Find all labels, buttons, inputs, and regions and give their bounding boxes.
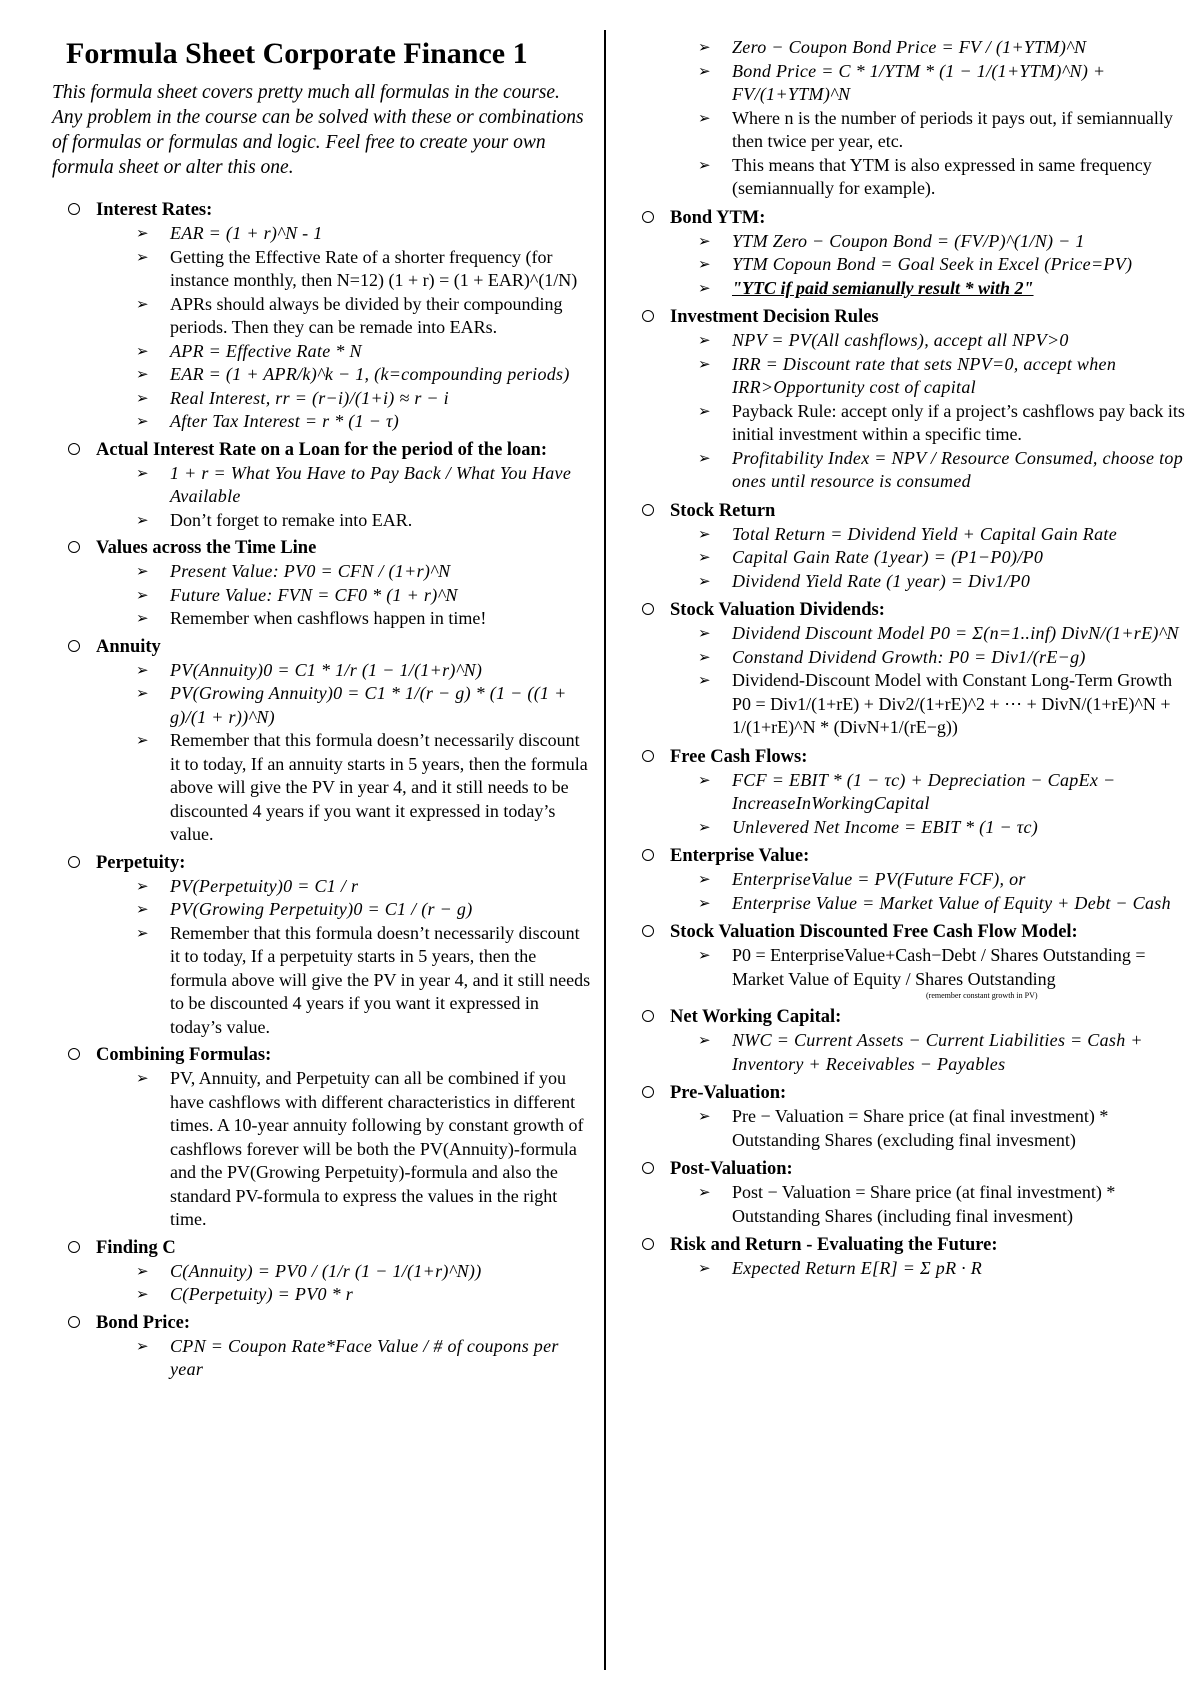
- bullet-list: [626, 1181, 1186, 1228]
- list-item-text: IRR = Discount rate that sets NPV=0, accept when IRR>Opportunity cost of capital: [732, 353, 1117, 397]
- arrow-bullet-icon: ➢: [698, 1183, 711, 1201]
- section-right-9: [626, 1081, 1186, 1152]
- list-item: [626, 944, 1186, 991]
- list-item-text: YTM Copoun Bond = Goal Seek in Excel (Price=PV): [732, 254, 1133, 274]
- list-item: [626, 523, 1186, 547]
- list-item: [52, 1260, 592, 1284]
- list-item-text: Enterprise Value = Market Value of Equity + Debt − Cash: [732, 892, 1171, 913]
- list-item: [626, 769, 1186, 816]
- list-item-text: Dividend Yield Rate (1 year) = Div1/P0: [732, 570, 1031, 591]
- arrow-bullet-icon: ➢: [698, 38, 711, 56]
- arrow-bullet-icon: ➢: [136, 609, 149, 627]
- section-heading: [626, 920, 1186, 944]
- section-left-2: [52, 536, 592, 631]
- section-heading: [52, 536, 592, 560]
- section-heading: [626, 598, 1186, 622]
- bullet-list: [52, 222, 592, 434]
- section-right-3: [626, 499, 1186, 594]
- section-heading-text: Stock Return: [670, 500, 776, 521]
- arrow-bullet-icon: ➢: [136, 562, 149, 580]
- section-heading: [626, 1157, 1186, 1181]
- list-item: [626, 253, 1186, 277]
- section-heading-text: Values across the Time Line: [96, 538, 317, 558]
- list-item-text: PV(Perpetuity)0 = C1 / r: [170, 875, 359, 896]
- list-item-text: CPN = Coupon Rate*Face Value / # of coupons per year: [170, 1335, 559, 1379]
- list-item-text: Bond Price = C * 1/YTM * (1 − 1/(1+YTM)^N) + FV/(1+YTM)^N: [732, 60, 1106, 104]
- list-item: [626, 546, 1186, 570]
- list-item: [626, 230, 1186, 254]
- section-heading: [52, 635, 592, 659]
- list-item: [626, 329, 1186, 353]
- bullet-list: [626, 1029, 1186, 1076]
- bullet-list: [626, 868, 1186, 915]
- section-heading-text: Net Working Capital:: [670, 1007, 842, 1027]
- list-item: [52, 1335, 592, 1382]
- list-item: [52, 922, 592, 1040]
- arrow-bullet-icon: ➢: [136, 1069, 149, 1087]
- bullet-list: [626, 36, 1186, 201]
- circle-bullet-icon: [642, 925, 654, 937]
- list-item-text: C(Perpetuity) = PV0 * r: [170, 1284, 354, 1304]
- section-left-3: [52, 635, 592, 847]
- arrow-bullet-icon: ➢: [136, 412, 149, 430]
- list-item-text: Getting the Effective Rate of a shorter frequency (for instance monthly, then N=12) (1 + r) = (1 + EAR)^(1/N): [170, 246, 578, 290]
- circle-bullet-icon: [642, 1238, 654, 1250]
- list-item-text: Dividend Discount Model P0 = Σ(n=1..inf) DivN/(1+rE)^N: [732, 623, 1179, 643]
- left-column: [52, 34, 592, 1386]
- list-item: [626, 892, 1186, 916]
- list-item-text: APRs should always be divided by their compounding periods. Then they can be remade into EARs.: [170, 293, 563, 337]
- arrow-bullet-icon: ➢: [136, 684, 149, 702]
- arrow-bullet-icon: ➢: [136, 247, 149, 266]
- list-item: [626, 36, 1186, 60]
- arrow-bullet-icon: ➢: [136, 388, 149, 407]
- arrow-bullet-icon: ➢: [136, 510, 149, 529]
- list-item: [626, 1029, 1186, 1076]
- list-item-text: Dividend-Discount Model with Constant Long-Term Growth P0 = Div1/(1+rE) + Div2/(1+rE)^2 + ⋯ + DivN/(1+rE)^N + 1/(1+rE)^N * (DivN+1/(rE−g)): [732, 670, 1173, 737]
- list-item-text: EAR = (1 + r)^N - 1: [170, 223, 323, 243]
- circle-bullet-icon: [642, 1010, 654, 1022]
- list-item: [626, 570, 1186, 594]
- list-item: [52, 659, 592, 683]
- arrow-bullet-icon: ➢: [698, 1259, 711, 1277]
- section-heading: [626, 206, 1186, 230]
- circle-bullet-icon: [642, 504, 654, 516]
- list-item: [52, 410, 592, 434]
- bullet-list: [626, 1105, 1186, 1152]
- circle-bullet-icon: [68, 443, 80, 455]
- arrow-bullet-icon: ➢: [698, 624, 711, 642]
- section-heading: [626, 745, 1186, 769]
- section-heading: [52, 198, 592, 222]
- arrow-bullet-icon: ➢: [136, 900, 149, 918]
- bullet-list: [626, 769, 1186, 840]
- section-heading-text: Pre-Valuation:: [670, 1083, 787, 1103]
- section-left-0: [52, 198, 592, 434]
- list-item-text: PV(Growing Annuity)0 = C1 * 1/(r − g) * (1 − ((1 + g)/(1 + r))^N): [170, 683, 567, 727]
- section-heading-text: Enterprise Value:: [670, 846, 810, 866]
- list-item: [52, 682, 592, 729]
- section-heading-text: Finding C: [96, 1237, 176, 1258]
- circle-bullet-icon: [68, 1048, 80, 1060]
- list-item-text: Pre − Valuation = Share price (at final investment) * Outstanding Shares (excluding final invesment): [732, 1106, 1109, 1150]
- section-heading: [52, 1311, 592, 1335]
- bullet-list: [52, 1260, 592, 1307]
- list-item: [626, 669, 1186, 740]
- bullet-list: [626, 230, 1186, 301]
- section-right-2: [626, 305, 1186, 494]
- section-heading-text: Stock Valuation Discounted Free Cash Flow Model:: [670, 922, 1078, 942]
- circle-bullet-icon: [68, 856, 80, 868]
- list-item-text: Total Return = Dividend Yield + Capital Gain Rate: [732, 523, 1117, 544]
- section-right-4: [626, 598, 1186, 740]
- circle-bullet-icon: [642, 849, 654, 861]
- list-item: [626, 107, 1186, 154]
- arrow-bullet-icon: ➢: [136, 1261, 149, 1280]
- column-divider: [604, 30, 606, 1670]
- section-heading-text: Risk and Return - Evaluating the Future:: [670, 1235, 998, 1255]
- arrow-bullet-icon: ➢: [136, 1285, 149, 1303]
- bullet-list: [626, 622, 1186, 740]
- arrow-bullet-icon: ➢: [698, 448, 711, 467]
- section-left-5: [52, 1043, 592, 1232]
- section-heading-text: Actual Interest Rate on a Loan for the period of the loan:: [96, 439, 547, 460]
- list-item-text: Unlevered Net Income = EBIT * (1 − τc): [732, 816, 1039, 837]
- arrow-bullet-icon: ➢: [698, 255, 711, 273]
- list-item: [626, 400, 1186, 447]
- section-heading: [626, 1233, 1186, 1257]
- section-heading-text: Perpetuity:: [96, 852, 186, 873]
- circle-bullet-icon: [68, 541, 80, 553]
- list-item: [52, 607, 592, 631]
- list-item-text: Remember that this formula doesn’t necessarily discount it to today, If a perpetuity starts in 5 years, then the formula above will give the PV in year 4, and it still needs to be discounted 4 years if you want it expressed in today’s value.: [170, 922, 591, 1037]
- section-right-1: [626, 206, 1186, 301]
- section-heading: [52, 438, 592, 462]
- section-left-7: [52, 1311, 592, 1382]
- list-item: [52, 293, 592, 340]
- circle-bullet-icon: [68, 1241, 80, 1253]
- arrow-bullet-icon: ➢: [136, 876, 149, 895]
- section-right-8: [626, 1005, 1186, 1076]
- list-item: [626, 622, 1186, 646]
- list-item: [52, 387, 592, 411]
- bullet-list: [52, 560, 592, 631]
- list-item: [52, 584, 592, 608]
- section-heading: [52, 851, 592, 875]
- remember-note: (remember constant growth in PV): [926, 991, 1038, 1000]
- arrow-bullet-icon: ➢: [698, 893, 711, 912]
- arrow-bullet-icon: ➢: [136, 1336, 149, 1355]
- bullet-list: [626, 944, 1186, 991]
- bullet-list: [626, 329, 1186, 494]
- section-heading-text: Bond Price:: [96, 1312, 191, 1333]
- arrow-bullet-icon: ➢: [698, 278, 711, 297]
- list-item-text: Profitability Index = NPV / Resource Consumed, choose top ones until resource is consumed: [732, 447, 1184, 491]
- list-item: [626, 868, 1186, 892]
- section-right-0: [626, 36, 1186, 201]
- arrow-bullet-icon: ➢: [136, 224, 149, 242]
- circle-bullet-icon: [642, 310, 654, 322]
- arrow-bullet-icon: ➢: [698, 548, 711, 566]
- section-left-4: [52, 851, 592, 1040]
- list-item: [52, 222, 592, 246]
- section-right-11: [626, 1233, 1186, 1281]
- list-item-text: Constand Dividend Growth: P0 = Div1/(rE−g): [732, 646, 1086, 667]
- arrow-bullet-icon: ➢: [698, 1107, 711, 1125]
- section-heading-text: Bond YTM:: [670, 207, 766, 228]
- section-heading-text: Free Cash Flows:: [670, 746, 808, 767]
- list-item: [626, 277, 1186, 301]
- bullet-list: [52, 1335, 592, 1382]
- intro-paragraph: This formula sheet covers pretty much all formulas in the course. Any problem in the course can be solved with these or combinations of formulas or formulas and logic. Feel free to create your own formula sheet or alter this one.: [52, 82, 584, 178]
- list-item: [626, 816, 1186, 840]
- list-item: [626, 646, 1186, 670]
- list-item: [626, 60, 1186, 107]
- list-item-text: PV(Annuity)0 = C1 * 1/r (1 − 1/(1+r)^N): [170, 659, 483, 680]
- list-item-text: PV(Growing Perpetuity)0 = C1 / (r − g): [170, 899, 473, 919]
- circle-bullet-icon: [68, 640, 80, 652]
- page-title: Formula Sheet Corporate Finance 1: [66, 37, 528, 70]
- list-item: [626, 1257, 1186, 1281]
- section-heading-text: Investment Decision Rules: [670, 307, 879, 327]
- arrow-bullet-icon: ➢: [698, 946, 711, 964]
- arrow-bullet-icon: ➢: [698, 354, 711, 373]
- section-heading-text: Interest Rates:: [96, 200, 213, 220]
- arrow-bullet-icon: ➢: [698, 108, 711, 127]
- circle-bullet-icon: [642, 1162, 654, 1174]
- arrow-bullet-icon: ➢: [136, 341, 149, 360]
- list-item-text: Future Value: FVN = CF0 * (1 + r)^N: [170, 584, 458, 605]
- list-item-text: NPV = PV(All cashflows), accept all NPV>0: [732, 330, 1069, 350]
- arrow-bullet-icon: ➢: [136, 585, 149, 604]
- arrow-bullet-icon: ➢: [698, 571, 711, 590]
- section-heading: [626, 844, 1186, 868]
- bullet-list: [52, 1067, 592, 1232]
- list-item-text: EnterpriseValue = PV(Future FCF), or: [732, 869, 1026, 889]
- section-heading: [52, 1043, 592, 1067]
- list-item-text: Where n is the number of periods it pays out, if semiannually then twice per year, etc.: [732, 107, 1173, 151]
- section-left-1: [52, 438, 592, 533]
- circle-bullet-icon: [642, 603, 654, 615]
- list-item: [52, 509, 592, 533]
- bullet-list: [52, 462, 592, 533]
- arrow-bullet-icon: ➢: [136, 463, 149, 482]
- list-item-text: Remember when cashflows happen in time!: [170, 608, 487, 628]
- circle-bullet-icon: [642, 750, 654, 762]
- list-item-text: Present Value: PV0 = CFN / (1+r)^N: [170, 561, 451, 581]
- bullet-list: [52, 875, 592, 1040]
- list-item-text: P0 = EnterpriseValue+Cash−Debt / Shares Outstanding = Market Value of Equity / Shares Outstanding: [732, 945, 1146, 989]
- list-item: [626, 353, 1186, 400]
- arrow-bullet-icon: ➢: [136, 660, 149, 679]
- arrow-bullet-icon: ➢: [698, 61, 711, 80]
- section-heading: [626, 1005, 1186, 1029]
- list-item-text: Remember that this formula doesn’t necessarily discount it to today, If an annuity starts in 5 years, then the formula above will give the PV in year 4, and it still needs to be discounted 4 years if you want it expressed in today’s value.: [170, 730, 588, 844]
- list-item: [52, 340, 592, 364]
- section-heading: [52, 1236, 592, 1260]
- list-item-text: This means that YTM is also expressed in same frequency (semiannually for example).: [732, 154, 1152, 198]
- section-heading-text: Annuity: [96, 636, 161, 657]
- arrow-bullet-icon: ➢: [136, 365, 149, 383]
- list-item-text: Post − Valuation = Share price (at final investment) * Outstanding Shares (including final invesment): [732, 1182, 1116, 1226]
- arrow-bullet-icon: ➢: [136, 294, 149, 313]
- list-item: [52, 898, 592, 922]
- arrow-bullet-icon: ➢: [698, 671, 711, 689]
- section-heading: [626, 1081, 1186, 1105]
- list-item-text: Capital Gain Rate (1year) = (P1−P0)/P0: [732, 547, 1044, 567]
- list-item-text: NWC = Current Assets − Current Liabilities = Cash + Inventory + Receivables − Payables: [732, 1030, 1143, 1074]
- section-heading-text: Post-Valuation:: [670, 1159, 793, 1179]
- arrow-bullet-icon: ➢: [698, 870, 711, 888]
- list-item: [52, 1067, 592, 1232]
- circle-bullet-icon: [642, 211, 654, 223]
- arrow-bullet-icon: ➢: [698, 155, 711, 174]
- list-item: [52, 246, 592, 293]
- list-item-text: APR = Effective Rate * N: [170, 340, 362, 361]
- arrow-bullet-icon: ➢: [698, 770, 711, 789]
- bullet-list: [52, 659, 592, 847]
- list-item-text: After Tax Interest = r * (1 − τ): [170, 411, 399, 431]
- list-item-text: EAR = (1 + APR/k)^k − 1, (k=compounding periods): [170, 364, 570, 384]
- list-item-text: YTM Zero − Coupon Bond = (FV/P)^(1/N) − 1: [732, 230, 1085, 251]
- list-item-text: FCF = EBIT * (1 − τc) + Depreciation − CapEx − IncreaseInWorkingCapital: [732, 769, 1116, 813]
- list-item: [626, 154, 1186, 201]
- arrow-bullet-icon: ➢: [698, 401, 711, 420]
- list-item-text: 1 + r = What You Have to Pay Back / What You Have Available: [170, 462, 572, 506]
- list-item: [626, 447, 1186, 494]
- list-item: [52, 560, 592, 584]
- bullet-list: [626, 1257, 1186, 1281]
- section-right-7: [626, 920, 1186, 1000]
- arrow-bullet-icon: ➢: [698, 231, 711, 250]
- section-right-6: [626, 844, 1186, 915]
- arrow-bullet-icon: ➢: [698, 331, 711, 349]
- section-heading-text: Combining Formulas:: [96, 1045, 272, 1065]
- list-item-text: Payback Rule: accept only if a project’s cashflows pay back its initial investment within a specific time.: [732, 400, 1185, 444]
- list-item-text: C(Annuity) = PV0 / (1/r (1 − 1/(1+r)^N)): [170, 1260, 482, 1281]
- section-heading: [626, 305, 1186, 329]
- arrow-bullet-icon: ➢: [136, 731, 149, 749]
- circle-bullet-icon: [642, 1086, 654, 1098]
- circle-bullet-icon: [68, 203, 80, 215]
- section-right-5: [626, 745, 1186, 840]
- section-heading-text: Stock Valuation Dividends:: [670, 600, 885, 620]
- list-item: [626, 1181, 1186, 1228]
- list-item-text: Expected Return E[R] = Σ pR · R: [732, 1258, 983, 1278]
- arrow-bullet-icon: ➢: [136, 923, 149, 942]
- section-left-6: [52, 1236, 592, 1307]
- right-sections: [626, 36, 1186, 1281]
- list-item-text: Don’t forget to remake into EAR.: [170, 509, 413, 530]
- list-item: [52, 1283, 592, 1307]
- arrow-bullet-icon: ➢: [698, 524, 711, 543]
- section-right-10: [626, 1157, 1186, 1228]
- arrow-bullet-icon: ➢: [698, 817, 711, 836]
- left-sections: [52, 198, 592, 1382]
- list-item-text: Real Interest, rr = (r−i)/(1+i) ≈ r − i: [170, 387, 449, 408]
- arrow-bullet-icon: ➢: [698, 1031, 711, 1049]
- list-item: [52, 363, 592, 387]
- list-item: [52, 462, 592, 509]
- bullet-list: [626, 523, 1186, 594]
- right-column: [626, 36, 1186, 1286]
- arrow-bullet-icon: ➢: [698, 647, 711, 666]
- list-item: [52, 729, 592, 847]
- list-item: [52, 875, 592, 899]
- list-item: [626, 1105, 1186, 1152]
- section-heading: [626, 499, 1186, 523]
- circle-bullet-icon: [68, 1316, 80, 1328]
- list-item-text: "YTC if paid semianully result * with 2": [732, 277, 1034, 298]
- list-item-text: Zero − Coupon Bond Price = FV / (1+YTM)^N: [732, 37, 1087, 57]
- list-item-text: PV, Annuity, and Perpetuity can all be combined if you have cashflows with different characteristics in different times. A 10-year annuity following by constant growth of cashflows forever will be both the PV(Annuity)-formula and the PV(Growing Perpetuity)-formula and also the standard PV-formula to express the values in the right time.: [170, 1068, 584, 1229]
